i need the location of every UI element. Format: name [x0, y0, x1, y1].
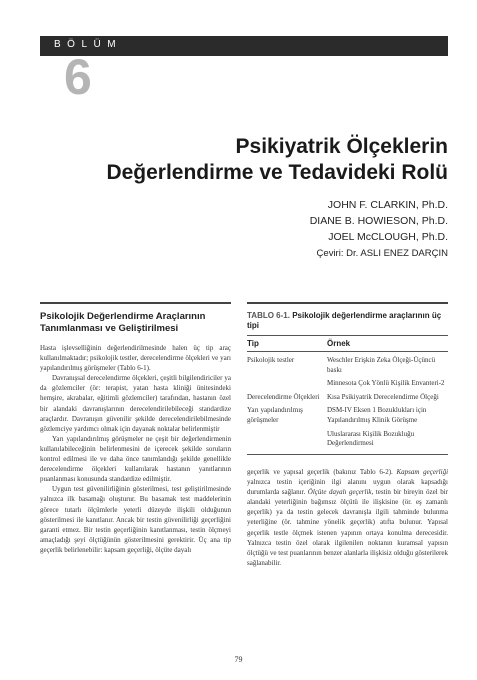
author-2: DIANE B. HOWIESON, Ph.D.: [309, 215, 448, 227]
author-list: [310, 197, 448, 262]
header-type: Tip: [247, 339, 259, 348]
chapter-title: [106, 134, 448, 186]
cell-example: Weschler Erişkin Zeka Ölçeği-Üçüncü baskı: [327, 356, 436, 374]
paragraph-3: Yarı yapılandırılmış görüşmeler ne çeşit bir değerlendirmenin kullanılabileceğinin belirlenmesini de içerecek şekilde soruların kontrol edilmesi ile ve daha önce tanımlandığı şekilde genellikle derecelendirme ölçekleri kullanılarak hastanın yanıtlarının puanlanması konusunda standardize edilmiştir.: [40, 434, 231, 484]
table-row: [247, 406, 448, 448]
author-3: JOEL McCLOUGH, Ph.D.: [328, 231, 448, 243]
cell-type: Psikolojik testler: [247, 356, 295, 364]
table-row: [247, 393, 448, 403]
term-criterion-validity: Ölçüte dayalı geçerlik: [307, 488, 372, 497]
page-number: 79: [234, 655, 243, 664]
table-header-rule: [247, 351, 448, 352]
table-caption-text: Psikolojik değerlendirme araçlarının üç tipi: [247, 311, 442, 330]
text-run: yalnızca testin içeriğinin ilgi alanını uygun olarak kapsadığı durumlarda sağlanır.: [247, 478, 448, 497]
table-caption: [247, 311, 448, 331]
table-bottom-rule: [247, 454, 448, 455]
paragraph-2: Davranışsal derecelendirme ölçekleri, çeşitli bilgilendiriciler ya da gözlemciler (ör: terapist, yatan hasta kliniği ünitesindeki hemşire, akrabalar, eğitimli gözlemciler) tarafından, hastanın özel bir alandaki davranışlarının derecelendirilebileceği standardize araçlardır. Davranışın güvenilir şekilde derecelendirilebilmesinde gözlemciye yardımcı olmak için dayanak noktalar belirlenmiştir: [40, 374, 231, 433]
header-example: Örnek: [327, 339, 351, 348]
chapter-label: BÖLÜM: [54, 39, 123, 50]
section-heading: Psikolojik Değerlendirme Araçlarının Tanımlanması ve Geliştirilmesi: [40, 311, 206, 334]
text-run: geçerlik ve yapısal geçerlik (bakınız Tablo 6-2).: [247, 468, 397, 476]
right-column-text: [247, 467, 448, 568]
text-run: , testin bir bireyin özel bir alandaki yeterliğinin bağımsız ölçütü ile ilişkisine (ör. eş zamanlı geçerlik) ya da testin gelecek davranışla ilgili tahminde bulunma yeterliğine (ör. tahmine yönelik geçerlik) atıfta bulunur. Yapısal geçerlik testle ölçmek istenen yapının ortaya konulma derecesidir. Yalnızca testin özel olarak ilgilenilen noktanın kuramsal yapısın ölçtüğü ve test puanlarının benzer alanlarla ilişkisiz olduğu gösterilerek sağlanabilir.: [247, 488, 448, 567]
chapter-number: 6: [64, 49, 92, 105]
cell-example: DSM-IV Eksen 1 Bozuklukları için Yapılandırılmış Klinik Görüşme: [327, 406, 427, 424]
table-label: TABLO 6-1.: [247, 311, 290, 320]
term-content-validity: Kapsam geçerliği: [396, 468, 449, 476]
cell-example: Kısa Psikiyatrik Derecelendirme Ölçeği: [327, 392, 439, 401]
chapter-bar: [40, 36, 448, 56]
table-top-rule: [247, 302, 448, 304]
left-column: [40, 311, 231, 555]
title-line-2: Değerlendirme ve Tedavideki Rolü: [106, 161, 448, 184]
paragraph-4: Uygun test güvenilirliğinin gösterilmesi, test geliştirilmesinde yalnızca ilk basamağı oluşturur. Bu basamak test maddelerinin görece tutarlı ölçümlerle yeterli düzeyde ilişkili olduğunun gösterilmesi ile kanıtlanır. Ancak bir testin güvenilirliği geçerliğini garanti etmez. Bir testin geçerliğinin kanıtlanması, testin ölçmeyi amaçladığı şeyi ölçtüğünün gösterilmesini gerektirir. Üç ana tip geçerlik belirlenebilir: kapsam geçerliği, ölçüte dayalı: [40, 485, 231, 554]
translator: Çeviri: Dr. ASLI ENEZ DARÇIN: [316, 248, 448, 259]
cell-example: Minnesota Çok Yönlü Kişilik Envanteri-2: [327, 379, 445, 388]
table-header-row: [247, 336, 448, 351]
title-line-1: Psikiyatrik Ölçeklerin: [235, 135, 448, 158]
paragraph-validity: [247, 467, 448, 568]
cell-example: Uluslararası Kişilik Bozukluğu Değerlendirmesi: [327, 429, 415, 448]
author-1: JOHN F. CLARKIN, Ph.D.: [327, 199, 448, 211]
cell-type: Yarı yapılandırılmış görüşmeler: [247, 406, 303, 424]
table-6-1: [247, 311, 448, 455]
section-rule: [40, 302, 231, 304]
paragraph-1: Hasta işlevselliğinin değerlendirilmesinde halen üç tip araç kullanılmaktadır; psikolojik testler, derecelendirme ölçekleri ve yarı yapılandırılmış görüşmeler (Tablo 6-1).: [40, 344, 231, 373]
cell-type: Derecelendirme Ölçekleri: [247, 392, 320, 401]
table-row: [247, 356, 448, 389]
